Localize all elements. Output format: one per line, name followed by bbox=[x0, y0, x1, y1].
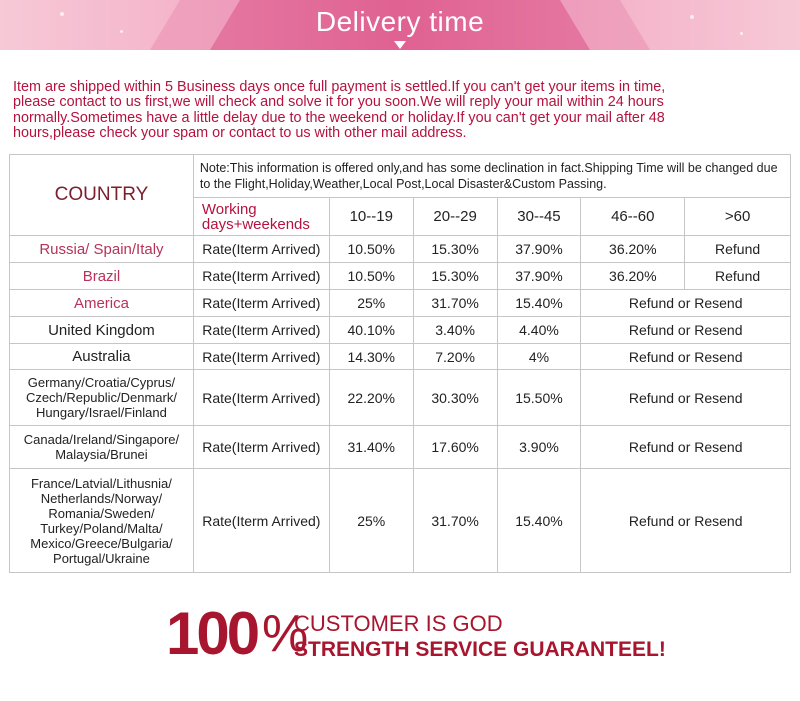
outcome-cell: Refund or Resend bbox=[581, 370, 791, 426]
country-cell bbox=[10, 469, 194, 573]
country-cell bbox=[10, 370, 194, 426]
value-cell: 36.20% bbox=[581, 236, 685, 263]
hundred-number: 100 bbox=[166, 600, 258, 667]
guarantee-block bbox=[166, 600, 686, 667]
value-cell: 3.90% bbox=[497, 426, 581, 469]
value-cell: 31.70% bbox=[413, 290, 497, 317]
table-row bbox=[10, 317, 791, 344]
guarantee-line2: STRENGTH SERVICE GUARANTEEL! bbox=[294, 638, 666, 661]
value-cell: 37.90% bbox=[497, 263, 581, 290]
intro-line: hours,please check your spam or contact to us with other mail address. bbox=[13, 124, 467, 141]
rate-cell: Rate(Iterm Arrived) bbox=[193, 469, 329, 573]
value-cell: Refund bbox=[685, 236, 791, 263]
table-row bbox=[10, 344, 791, 370]
shipping-intro-text bbox=[13, 80, 785, 141]
value-cell: 4.40% bbox=[497, 317, 581, 344]
rate-cell: Rate(Iterm Arrived) bbox=[193, 236, 329, 263]
value-cell: 40.10% bbox=[329, 317, 413, 344]
country-cell: America bbox=[10, 290, 194, 317]
intro-line: please contact to us first,we will check and solve it for you soon.We will reply your mail within 24 hours bbox=[13, 94, 664, 111]
table-row bbox=[10, 426, 791, 469]
country-line: Netherlands/Norway/ bbox=[40, 490, 163, 506]
outcome-cell: Refund or Resend bbox=[581, 469, 791, 573]
value-cell: 15.40% bbox=[497, 469, 581, 573]
value-cell: 22.20% bbox=[329, 370, 413, 426]
country-header: COUNTRY bbox=[10, 155, 194, 236]
value-cell: 15.50% bbox=[497, 370, 581, 426]
table-row bbox=[10, 370, 791, 426]
table-row bbox=[10, 263, 791, 290]
country-line: Turkey/Poland/Malta/ bbox=[40, 520, 163, 536]
value-cell: 4% bbox=[497, 344, 581, 370]
table-row bbox=[10, 236, 791, 263]
value-cell: 25% bbox=[329, 469, 413, 573]
value-cell: 30.30% bbox=[413, 370, 497, 426]
rate-cell: Rate(Iterm Arrived) bbox=[193, 426, 329, 469]
value-cell: 10.50% bbox=[329, 236, 413, 263]
header-banner bbox=[0, 0, 800, 50]
range-header: >60 bbox=[685, 198, 791, 236]
country-line: Czech/Republic/Denmark/ bbox=[25, 390, 177, 405]
country-line: Hungary/Israel/Finland bbox=[36, 405, 167, 420]
range-header: 30--45 bbox=[497, 198, 581, 236]
chevron-down-icon bbox=[394, 41, 406, 49]
guarantee-line1: CUSTOMER IS GOD bbox=[294, 611, 503, 636]
value-cell: 31.70% bbox=[413, 469, 497, 573]
working-days-line1: Working bbox=[201, 200, 257, 218]
value-cell: 15.40% bbox=[497, 290, 581, 317]
working-days-header bbox=[193, 198, 329, 236]
outcome-cell: Refund or Resend bbox=[581, 344, 791, 370]
table-row bbox=[10, 469, 791, 573]
country-line: Germany/Croatia/Cyprus/ bbox=[27, 375, 176, 390]
value-cell: 37.90% bbox=[497, 236, 581, 263]
value-cell: 14.30% bbox=[329, 344, 413, 370]
country-line: France/Latvial/Lithusnia/ bbox=[30, 475, 172, 491]
country-line: Canada/Ireland/Singapore/ bbox=[23, 432, 180, 447]
working-days-line2: days+weekends bbox=[201, 215, 310, 233]
value-cell: 7.20% bbox=[413, 344, 497, 370]
rate-cell: Rate(Iterm Arrived) bbox=[193, 263, 329, 290]
country-cell: Australia bbox=[10, 344, 194, 370]
country-line: Mexico/Greece/Bulgaria/ bbox=[30, 535, 173, 551]
value-cell: 36.20% bbox=[581, 263, 685, 290]
range-header: 46--60 bbox=[581, 198, 685, 236]
rate-cell: Rate(Iterm Arrived) bbox=[193, 317, 329, 344]
value-cell: 15.30% bbox=[413, 263, 497, 290]
country-cell: Russia/ Spain/Italy bbox=[10, 236, 194, 263]
country-line: Malaysia/Brunei bbox=[55, 447, 148, 462]
country-line: Portugal/Ukraine bbox=[53, 550, 150, 566]
range-header: 20--29 bbox=[413, 198, 497, 236]
outcome-cell: Refund or Resend bbox=[581, 317, 791, 344]
value-cell: Refund bbox=[685, 263, 791, 290]
country-cell: Brazil bbox=[10, 263, 194, 290]
value-cell: 3.40% bbox=[413, 317, 497, 344]
country-cell bbox=[10, 426, 194, 469]
value-cell: 17.60% bbox=[413, 426, 497, 469]
shipping-time-table bbox=[9, 154, 791, 573]
value-cell: 31.40% bbox=[329, 426, 413, 469]
banner-title: Delivery time bbox=[315, 6, 485, 37]
intro-line: normally.Sometimes have a little delay due to the weekend or holiday.If you can't get your mail after 48 bbox=[13, 109, 665, 126]
value-cell: 10.50% bbox=[329, 263, 413, 290]
value-cell: 15.30% bbox=[413, 236, 497, 263]
percent-sign: % bbox=[262, 605, 309, 663]
intro-line: Item are shipped within 5 Business days once full payment is settled.If you can't get your items in time, bbox=[13, 79, 666, 95]
rate-cell: Rate(Iterm Arrived) bbox=[193, 370, 329, 426]
value-cell: 25% bbox=[329, 290, 413, 317]
table-row bbox=[10, 290, 791, 317]
rate-cell: Rate(Iterm Arrived) bbox=[193, 344, 329, 370]
country-cell: United Kingdom bbox=[10, 317, 194, 344]
country-line: Romania/Sweden/ bbox=[48, 505, 155, 521]
range-header: 10--19 bbox=[329, 198, 413, 236]
outcome-cell: Refund or Resend bbox=[581, 290, 791, 317]
outcome-cell: Refund or Resend bbox=[581, 426, 791, 469]
table-note: Note:This information is offered only,and has some declination in fact.Shipping Time will be changed due to the Flight,Holiday,Weather,Local Post,Local Disaster&Custom Passing. bbox=[193, 155, 790, 198]
rate-cell: Rate(Iterm Arrived) bbox=[193, 290, 329, 317]
